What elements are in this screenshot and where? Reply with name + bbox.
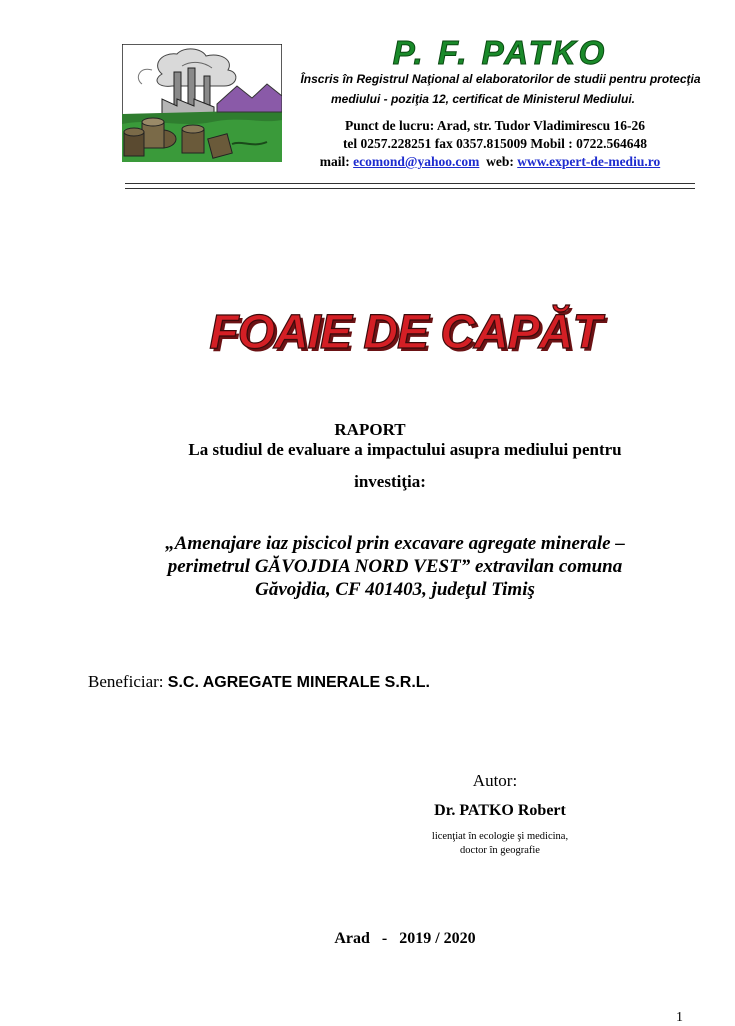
beneficiary-label: Beneficiar: [88,672,168,691]
place-and-date: Arad - 2019 / 2020 [334,930,476,947]
email-link[interactable]: ecomond@yahoo.com [353,154,480,169]
project-title-line-2: perimetrul GĂVOJDIA NORD VEST” extravilan comuna [167,556,623,577]
report-label: RAPORT [334,420,406,439]
registry-line-2: mediului - poziţia 12, certificat de Ministerul Mediului. [330,92,636,106]
beneficiary [88,672,538,692]
header-divider-bottom [125,188,695,189]
study-description: La studiul de evaluare a impactului asupra mediului pentru [188,440,622,459]
phone-numbers: tel 0257.228251 fax 0357.815009 Mobil : 0722.564648 [342,136,648,151]
beneficiary-name: S.C. AGREGATE MINERALE S.R.L. [167,674,430,691]
contact-links-row [290,154,690,170]
registry-line-1: Înscris în Registrul Naţional al elaboratorilor de studii pentru protecţia [300,72,701,86]
company-name: P. F. PATKO [392,34,608,71]
document-title: FOAIE DE CAPĂT [209,306,601,359]
web-label: web: [479,154,518,169]
company-logo [122,44,282,162]
page-number: 1 [676,1010,683,1025]
website-link[interactable]: www.expert-de-mediu.ro [517,154,661,169]
work-address: Punct de lucru: Arad, str. Tudor Vladimirescu 16-26 [345,118,645,133]
author-credentials-line-1: licenţiat în ecologie şi medicina, [431,831,569,842]
author-name: Dr. PATKO Robert [434,802,566,819]
mail-label: mail: [319,154,354,169]
author-label: Autor: [472,771,518,790]
project-title-line-3: Găvojdia, CF 401403, judeţul Timiş [255,579,535,600]
investment-label: investiţia: [354,472,426,491]
header-divider-top [125,183,695,184]
project-title-line-1: „Amenajare iaz piscicol prin excavare agregate minerale – [165,533,625,554]
author-credentials-line-2: doctor în geografie [460,845,540,856]
